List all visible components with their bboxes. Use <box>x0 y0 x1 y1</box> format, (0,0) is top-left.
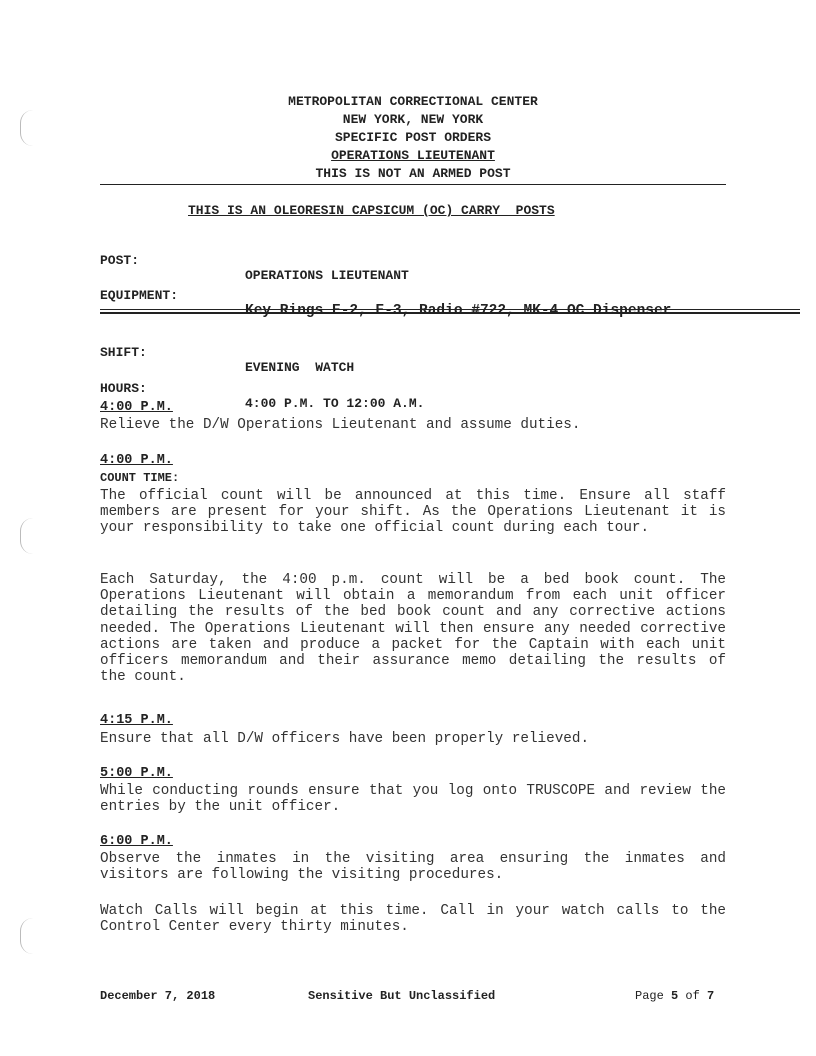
post-value: OPERATIONS LIEUTENANT <box>245 268 409 283</box>
equipment-value: Key Rings E-2, E-3, Radio #722, MK-4 OC Dispenser <box>245 303 672 319</box>
entry-text: Each Saturday, the 4:00 p.m. count will be a bed book count. The Operations Lieutenant will obtain a memorandum from each unit officer detailing the results of the bed book count and any corrective actions needed. The Operations Lieutenant will then ensure any needed corrective actions are taken and produce a packet for the Captain with each unit officers memorandum and their assurance memo detailing the results of the count. <box>100 572 726 686</box>
page-current: 5 <box>671 989 679 1003</box>
footer-page-number <box>635 989 714 1003</box>
scan-margin-mark <box>20 918 33 954</box>
document-header <box>100 93 726 183</box>
scan-margin-mark <box>20 518 33 554</box>
section-rule-top <box>100 309 800 310</box>
entry-text: While conducting rounds ensure that you log onto TRUSCOPE and review the entries by the unit officer. <box>100 783 726 816</box>
hours-value: 4:00 P.M. TO 12:00 A.M. <box>245 396 425 411</box>
header-post-title: OPERATIONS LIEUTENANT <box>331 148 495 163</box>
entry-text: Observe the inmates in the visiting area ensuring the inmates and visitors are following the visiting procedures. <box>100 851 726 884</box>
entry-text: The official count will be announced at this time. Ensure all staff members are present for your shift. As the Operations Lieutenant it is your responsibility to take one official count during each tour. <box>100 488 726 537</box>
post-label: POST: <box>100 253 140 268</box>
entry-time: 6:00 P.M. <box>100 834 173 849</box>
header-armed-status: THIS IS NOT AN ARMED POST <box>315 166 511 181</box>
scan-margin-mark <box>20 110 33 146</box>
header-rule <box>100 184 726 185</box>
footer-date: December 7, 2018 <box>100 989 216 1003</box>
page-total: 7 <box>707 989 715 1003</box>
entry-subhead: COUNT TIME: <box>100 471 180 485</box>
header-facility: METROPOLITAN CORRECTIONAL CENTER <box>288 94 538 109</box>
entry-text: Watch Calls will begin at this time. Call in your watch calls to the Control Center every thirty minutes. <box>100 903 726 936</box>
footer-classification: Sensitive But Unclassified <box>308 989 496 1003</box>
entry-text: Ensure that all D/W officers have been properly relieved. <box>100 731 590 747</box>
hours-label: HOURS: <box>100 381 147 396</box>
section-rule-bottom <box>100 312 800 314</box>
page-label: Page <box>635 989 664 1003</box>
entry-text: Relieve the D/W Operations Lieutenant and assume duties. <box>100 417 581 433</box>
entry-time: 4:00 P.M. <box>100 453 173 468</box>
shift-value: EVENING WATCH <box>245 360 355 375</box>
equipment-label: EQUIPMENT: <box>100 288 179 303</box>
header-location: NEW YORK, NEW YORK <box>342 112 484 127</box>
header-doc-type: SPECIFIC POST ORDERS <box>334 130 492 145</box>
page-of: of <box>685 989 700 1003</box>
shift-label: SHIFT: <box>100 345 147 360</box>
entry-time: 4:00 P.M. <box>100 400 173 415</box>
entry-time: 4:15 P.M. <box>100 713 173 728</box>
oc-carry-notice: THIS IS AN OLEORESIN CAPSICUM (OC) CARRY POSTS <box>188 203 555 218</box>
entry-time: 5:00 P.M. <box>100 766 173 781</box>
